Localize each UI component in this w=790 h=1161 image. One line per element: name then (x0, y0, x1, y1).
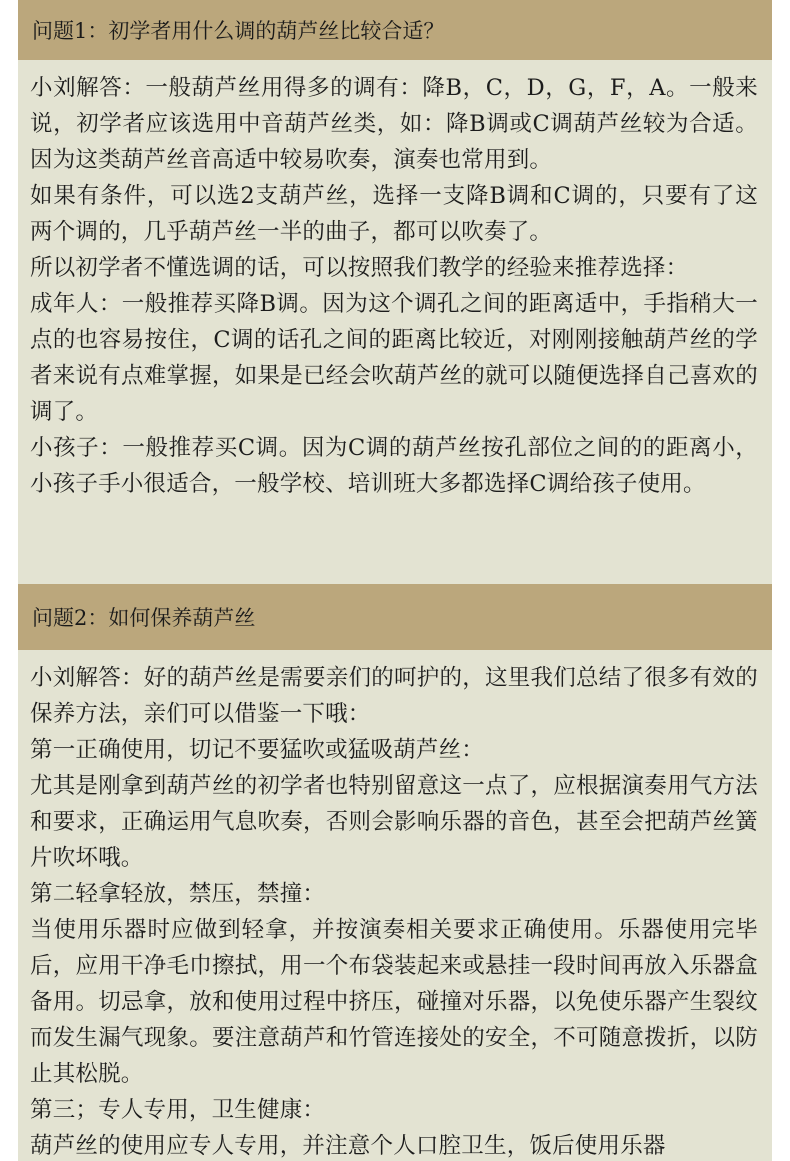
answer-1-paragraph: 如果有条件，可以选2支葫芦丝，选择一支降B调和C调的，只要有了这两个调的，几乎葫芦丝一半的曲子，都可以吹奏了。 (30, 183, 758, 245)
answer-1-paragraph: 所以初学者不懂选调的话，可以按照我们教学的经验来推荐选择： (30, 255, 689, 281)
question-1-title: 问题1：初学者用什么调的葫芦丝比较合适？ (32, 19, 445, 43)
question-1-header (18, 0, 772, 60)
answer-2-paragraph: 小刘解答：好的葫芦丝是需要亲们的呵护的，这里我们总结了很多有效的保养方法，亲们可以借鉴一下哦： (30, 665, 758, 727)
question-1-answer (18, 60, 772, 584)
answer-1-paragraph: 小孩子：一般推荐买C调。因为C调的葫芦丝按孔部位之间的的距离小，小孩子手小很适合，一般学校、培训班大多都选择C调给孩子使用。 (30, 435, 758, 497)
answer-2-paragraph: 第二轻拿轻放，禁压，禁撞： (30, 881, 326, 907)
answer-2-paragraph: 葫芦丝的使用应专人专用，并注意个人口腔卫生，饭后使用乐器 (30, 1133, 666, 1159)
answer-1-paragraph: 成年人：一般推荐买降B调。因为这个调孔之间的距离适中，手指稍大一点的也容易按住，C调的话孔之间的距离比较近，对刚刚接触葫芦丝的学者来说有点难掌握，如果是已经会吹葫芦丝的就可以随便选择自己喜欢的调了。 (30, 291, 758, 425)
faq-section-1 (18, 0, 772, 584)
answer-1-paragraph: 小刘解答：一般葫芦丝用得多的调有：降B，C，D，G，F，A。一般来说，初学者应该选用中音葫芦丝类，如：降B调或C调葫芦丝较为合适。因为这类葫芦丝音高适中较易吹奏，演奏也常用到。 (30, 75, 758, 173)
answer-2-paragraph: 第三；专人专用，卫生健康： (30, 1097, 326, 1123)
question-2-title: 问题2：如何保养葫芦丝 (32, 606, 256, 630)
question-2-header (18, 584, 772, 650)
answer-2-paragraph: 第一正确使用，切记不要猛吹或猛吸葫芦丝： (30, 737, 485, 763)
question-2-answer (18, 650, 772, 1161)
answer-2-paragraph: 当使用乐器时应做到轻拿，并按演奏相关要求正确使用。乐器使用完毕后，应用干净毛巾擦拭，用一个布袋装起来或悬挂一段时间再放入乐器盒备用。切忌拿，放和使用过程中挤压，碰撞对乐器，以免使乐器产生裂纹而发生漏气现象。要注意葫芦和竹管连接处的安全，不可随意拨折，以防止其松脱。 (30, 917, 758, 1087)
answer-2-paragraph: 尤其是刚拿到葫芦丝的初学者也特别留意这一点了，应根据演奏用气方法和要求，正确运用气息吹奏，否则会影响乐器的音色，甚至会把葫芦丝簧片吹坏哦。 (30, 773, 758, 871)
faq-section-2 (18, 584, 772, 1161)
